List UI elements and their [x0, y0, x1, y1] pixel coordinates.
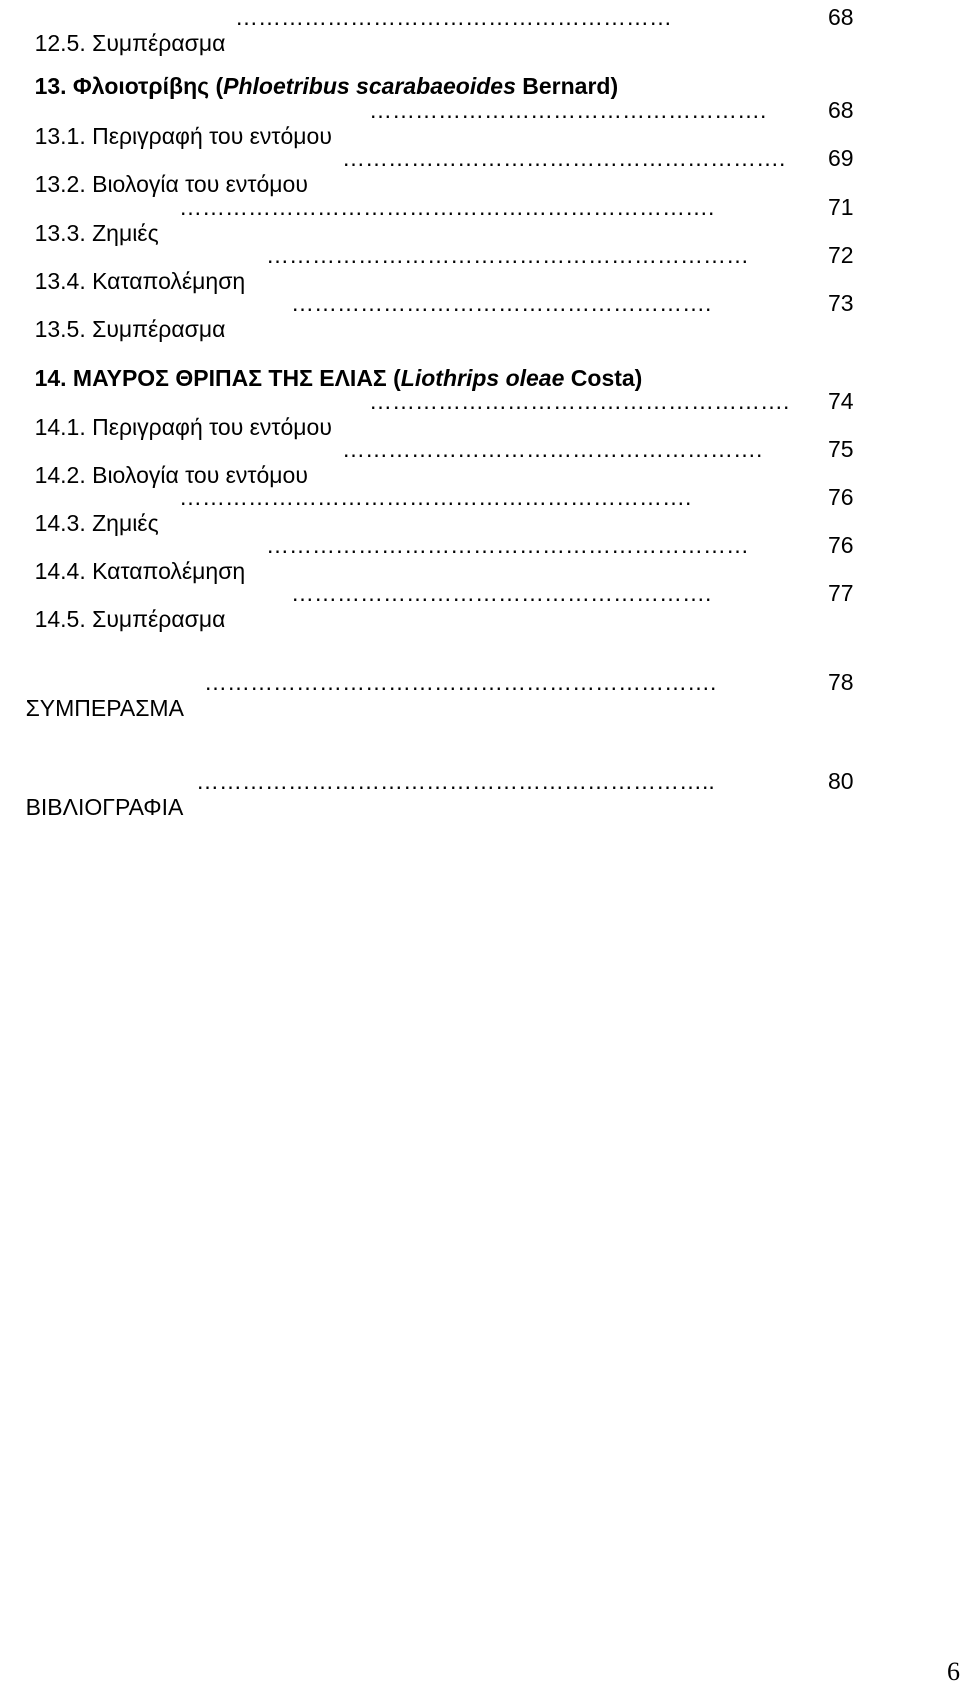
toc-leader-dots: …………………………………………………………..	[196, 768, 715, 794]
toc-entry-title: 14.1. Περιγραφή του εντόμου	[34, 414, 332, 440]
toc-chapter-title-species: Phloetribus scarabaeoides	[223, 73, 516, 99]
toc-entry-title: 14.2. Βιολογία του εντόμου	[34, 462, 308, 488]
toc-leader-dots: ……………………………………………….	[291, 580, 712, 606]
toc-leader-dots: ………………………………………………………….	[179, 484, 692, 510]
toc-entry-page: 76	[828, 484, 854, 510]
toc-leader-dots: ………………………………………………………	[266, 532, 749, 558]
toc-entry-page: 80	[828, 768, 854, 794]
toc-entry-title: 13.3. Ζημιές	[34, 220, 159, 246]
toc-entry-bibliography	[0, 768, 854, 898]
page-number: 6	[947, 1657, 960, 1686]
toc-chapter-title-pre: 13. Φλοιοτρίβης (	[34, 73, 224, 99]
toc-leader-dots: …………………………………………………	[235, 4, 672, 30]
toc-chapter-title-pre: 14. ΜΑΥΡΟΣ ΘΡΙΠΑΣ ΤΗΣ ΕΛΙΑΣ (	[34, 365, 401, 391]
toc-entry-title: 13.5. Συμπέρασμα	[34, 316, 226, 342]
toc-entry-page: 71	[828, 194, 854, 220]
toc-entry-page: 77	[828, 580, 854, 606]
toc-chapter-title-post: Bernard)	[515, 73, 619, 99]
toc-entry-page: 68	[828, 97, 854, 123]
toc-entry-title: 14.3. Ζημιές	[34, 510, 159, 536]
toc-entry-page: 73	[828, 290, 854, 316]
toc-entry-page: 76	[828, 532, 854, 558]
toc-entry-title: 13.1. Περιγραφή του εντόμου	[34, 123, 332, 149]
toc-leader-dots: …………………………………………….	[369, 97, 767, 123]
toc-leader-dots: ………………………………………………………	[266, 242, 749, 268]
toc-entry-title: 13.2. Βιολογία του εντόμου	[34, 171, 308, 197]
toc-leader-dots: ………………………………………………………….	[204, 669, 717, 695]
toc-entry-title: 13.4. Καταπολέμηση	[34, 268, 246, 294]
toc-entry-page: 69	[828, 145, 854, 171]
toc-entry-title: 12.5. Συμπέρασμα	[34, 30, 226, 56]
toc-chapter-title-species: Liothrips oleae	[400, 365, 565, 391]
toc-leader-dots: ……………………………………………….	[291, 290, 712, 316]
toc-entry-title: ΣΥΜΠΕΡΑΣΜΑ	[25, 695, 184, 721]
toc-chapter-title-post: Costa)	[564, 365, 643, 391]
toc-entry-page: 74	[828, 388, 854, 414]
toc-entry-title: 14.5. Συμπέρασμα	[34, 606, 226, 632]
toc-leader-dots: ………………………………………………….	[342, 145, 786, 171]
toc-leader-dots: ……………………………………………….	[342, 436, 763, 462]
toc-leader-dots: ……………………………………………….	[369, 388, 790, 414]
toc-entry-page: 78	[828, 669, 854, 695]
toc-entry-page: 75	[828, 436, 854, 462]
toc-entry-title: 14.4. Καταπολέμηση	[34, 558, 246, 584]
toc-entry-page: 68	[828, 4, 854, 30]
toc-leader-dots: …………………………………………………………….	[179, 194, 715, 220]
toc-entry-title: ΒΙΒΛΙΟΓΡΑΦΙΑ	[25, 794, 184, 820]
toc-entry-page: 72	[828, 242, 854, 268]
